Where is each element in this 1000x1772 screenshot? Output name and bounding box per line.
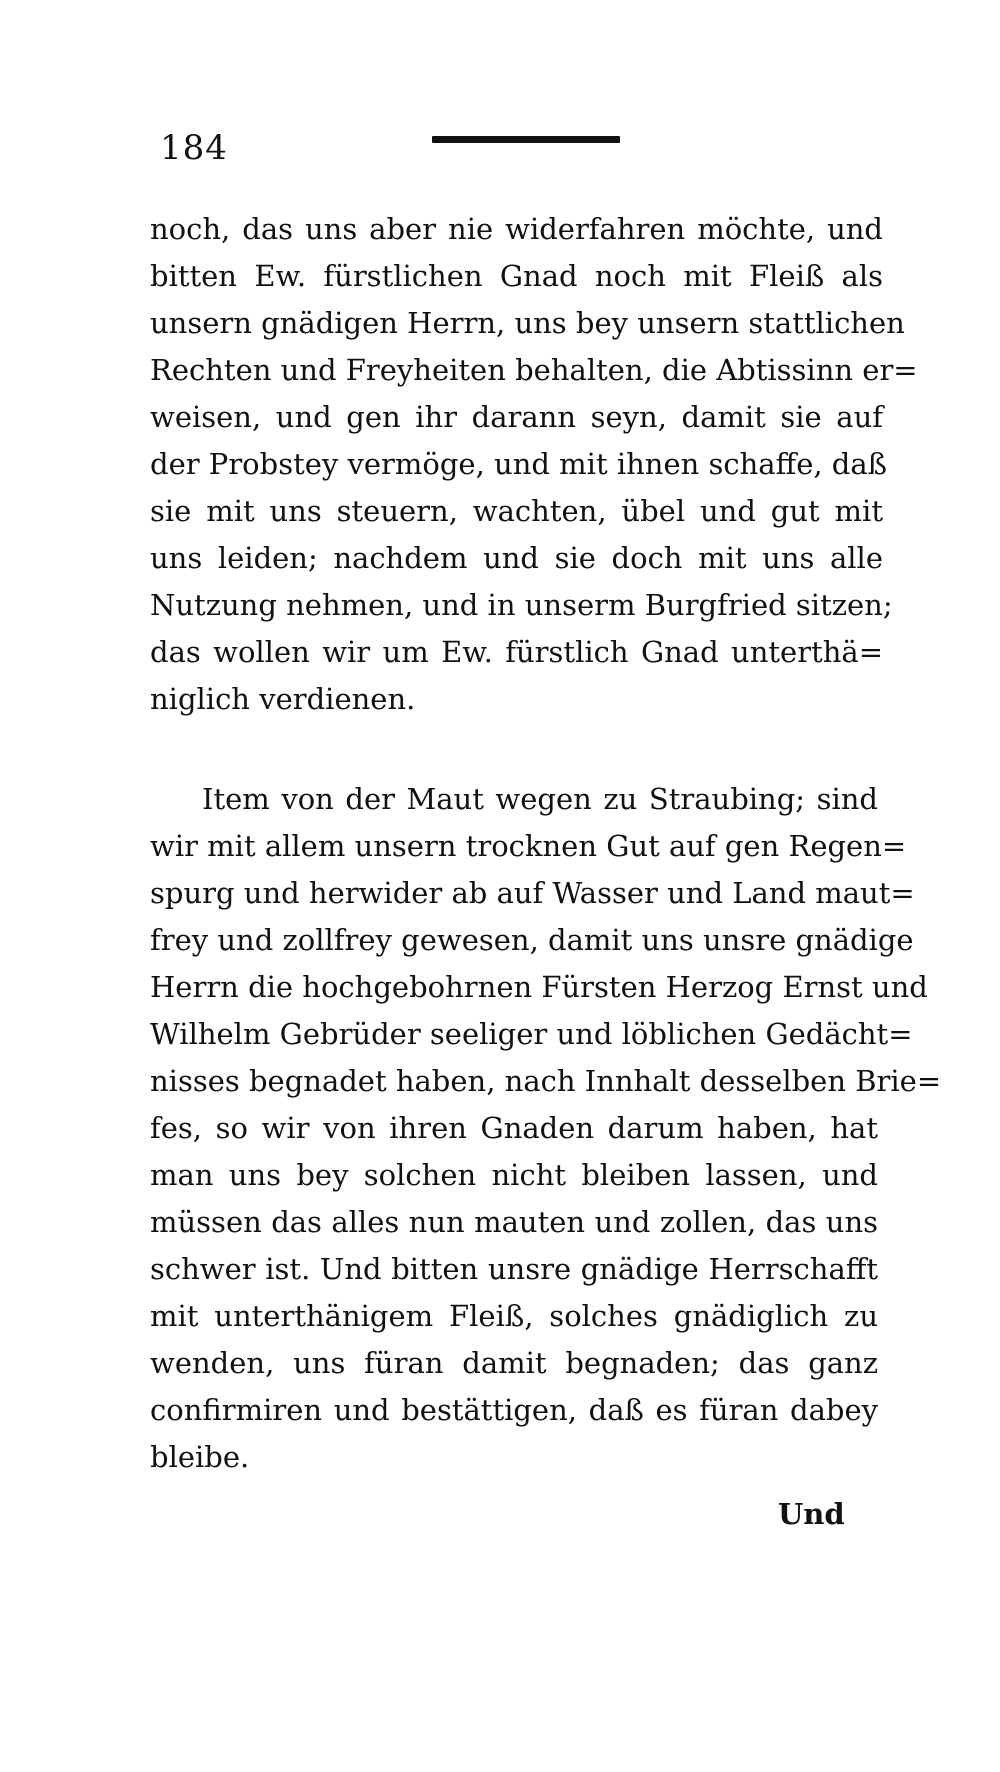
catchword: Und (778, 1497, 845, 1531)
text-line: confirmiren und bestättigen, daß es füran dabey (150, 1393, 878, 1427)
text-line: sie mit uns steuern, wachten, übel und gut mit (150, 494, 883, 528)
text-line: Herrn die hochgebohrnen Fürsten Herzog Ernst und (150, 970, 928, 1004)
text-line: der Probstey vermöge, und mit ihnen schaffe, daß (150, 447, 888, 481)
paragraph-2 (150, 776, 942, 1481)
text-line: noch, das uns aber nie widerfahren möchte, und (150, 212, 883, 246)
text-line: nisses begnadet haben, nach Innhalt desselben Brie= (150, 1064, 942, 1098)
text-line: spurg und herwider ab auf Wasser und Land maut= (150, 876, 915, 910)
text-line: uns leiden; nachdem und sie doch mit uns alle (150, 541, 883, 575)
text-line: wenden, uns füran damit begnaden; das ganz (150, 1346, 878, 1380)
text-line: wir mit allem unsern trocknen Gut auf gen Regen= (150, 829, 907, 863)
text-line: Rechten und Freyheiten behalten, die Abtissinn er= (150, 353, 918, 387)
text-line: bitten Ew. fürstlichen Gnad noch mit Fleiß als (150, 259, 883, 293)
text-line: unsern gnädigen Herrn, uns bey unsern stattlichen (150, 306, 905, 340)
text-line: bleibe. (150, 1440, 250, 1474)
text-line: weisen, und gen ihr darann seyn, damit sie auf (150, 400, 883, 434)
header-rule (432, 136, 620, 143)
page-number: 184 (160, 128, 228, 168)
text-line: mit unterthänigem Fleiß, solches gnädiglich zu (150, 1299, 878, 1333)
text-line: Item von der Maut wegen zu Straubing; sind (202, 782, 878, 816)
text-line: Wilhelm Gebrüder seeliger und löblichen Gedächt= (150, 1017, 913, 1051)
text-line: Nutzung nehmen, und in unserm Burgfried sitzen; (150, 588, 893, 622)
text-line: müssen das alles nun mauten und zollen, das uns (150, 1205, 878, 1239)
text-line: schwer ist. Und bitten unsre gnädige Herrschafft (150, 1252, 878, 1286)
text-line: niglich verdienen. (150, 682, 416, 716)
text-line: man uns bey solchen nicht bleiben lassen, und (150, 1158, 878, 1192)
text-line: fes, so wir von ihren Gnaden darum haben, hat (150, 1111, 878, 1145)
paragraph-1 (150, 206, 918, 723)
text-line: das wollen wir um Ew. fürstlich Gnad unterthä= (150, 635, 883, 669)
text-line: frey und zollfrey gewesen, damit uns unsre gnädige (150, 923, 914, 957)
